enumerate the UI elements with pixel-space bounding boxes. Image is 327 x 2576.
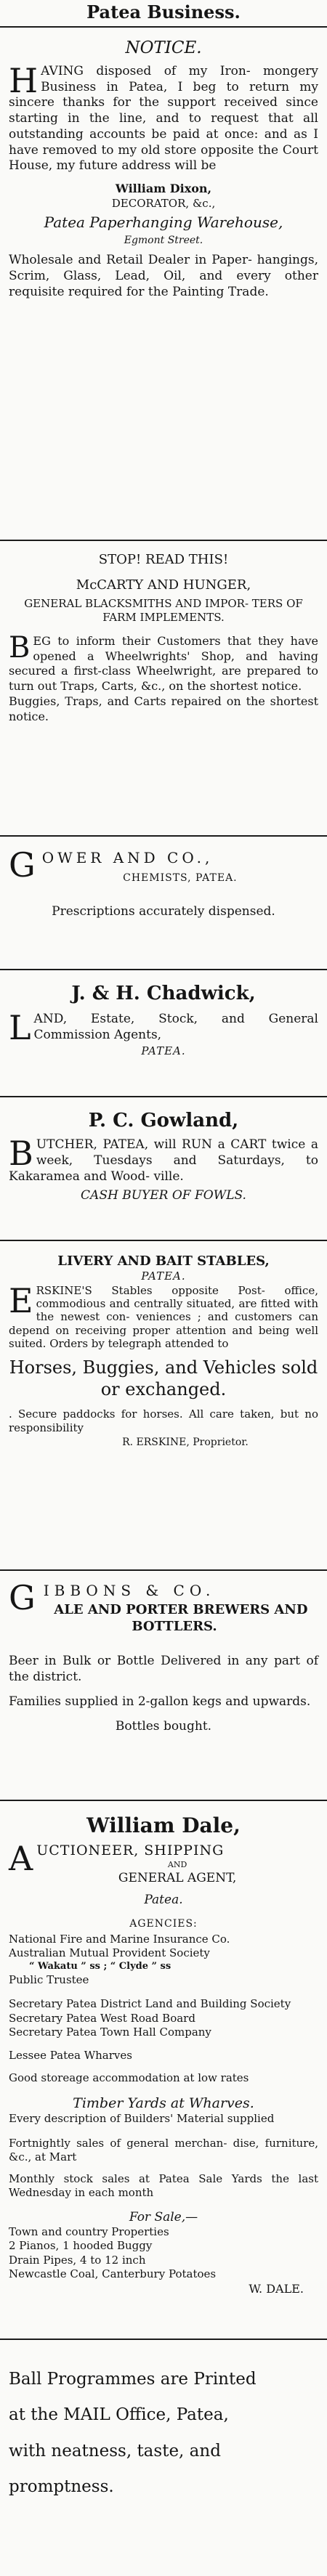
ad-chadwick xyxy=(0,970,327,1097)
agency2: Australian Mutual Provident Society xyxy=(9,1946,210,1960)
agencies-heading: AGENCIES: xyxy=(129,1917,198,1930)
ball-line4: promptness. xyxy=(9,2477,114,2497)
agency3: “ Wakatu ” ss ; “ Clyde ” ss xyxy=(29,1960,171,1972)
gibbons-families: Families supplied in 2-gallon kegs and upwards. xyxy=(9,1694,311,1709)
erskine-proprietor: R. ERSKINE, Proprietor. xyxy=(122,1436,249,1448)
mccarty-trade: GENERAL BLACKSMITHS AND IMPOR- TERS OF FARM IMPLEMENTS. xyxy=(24,596,303,625)
dropcap-g: G xyxy=(9,845,39,885)
sale2: 2 Pianos, 1 hooded Buggy xyxy=(9,2239,153,2253)
sec1: Secretary Patea District Land and Building Society xyxy=(9,1997,291,2011)
gibbons-name: IBBONS & CO. xyxy=(43,1582,216,1599)
ball-line2: at the MAIL Office, Patea, xyxy=(9,2405,229,2425)
dixon-street: Egmont Street. xyxy=(124,235,203,247)
mccarty-buggies: Buggies, Traps, and Carts repaired on the shortest notice. xyxy=(9,694,318,723)
mccarty-heading: STOP! READ THIS! xyxy=(98,552,229,567)
sec2: Secretary Patea West Road Board xyxy=(9,2011,195,2025)
ad-gowland xyxy=(0,1097,327,1241)
chadwick-text: AND, Estate, Stock, and General Commission Agents, xyxy=(33,1011,318,1042)
agency1: National Fire and Marine Insurance Co. xyxy=(9,1932,230,1946)
dale-sign: W. DALE. xyxy=(249,2281,304,2296)
sale1: Town and country Properties xyxy=(9,2224,169,2238)
notice-heading: NOTICE. xyxy=(125,38,202,57)
agency4: Public Trustee xyxy=(9,1972,89,1986)
ball-line3: with neatness, taste, and xyxy=(9,2441,221,2461)
ad-gower xyxy=(0,837,327,970)
ball-line1: Ball Programmes are Printed xyxy=(9,2370,257,2389)
dixon-name: William Dixon, xyxy=(115,182,212,196)
dale-general: GENERAL AGENT, xyxy=(118,1871,237,1886)
chadwick-place: PATEA. xyxy=(141,1044,186,1057)
dropcap-l: L xyxy=(9,1007,31,1047)
ad-gibbons xyxy=(0,1571,327,1801)
gower-line: Prescriptions accurately dispensed. xyxy=(52,904,275,919)
dale-trade: UCTIONEER, SHIPPING xyxy=(36,1842,225,1859)
mccarty-text: EG to inform their Customers that they have opened a Wheelwrights' Shop, and having secured a first-class Wheelwright, are prepared to turn out Traps, Carts, &c., on the shortest notice. xyxy=(9,633,318,694)
gowland-cash: CASH BUYER OF FOWLS. xyxy=(81,1188,246,1203)
dale-and: AND xyxy=(167,1860,187,1870)
gibbons-bottles: Bottles bought. xyxy=(115,1719,212,1734)
ad-dixon xyxy=(0,28,327,541)
dale-name: William Dale, xyxy=(86,1813,241,1837)
dixon-shop: Patea Paperhanging Warehouse, xyxy=(44,214,283,232)
fortnightly: Fortnightly sales of general merchan- dise, furniture, &c., at Mart xyxy=(9,2136,318,2164)
ad-mccarty xyxy=(0,541,327,837)
chadwick-name: J. & H. Chadwick, xyxy=(71,983,256,1004)
dropcap-b: B xyxy=(9,630,31,665)
mccarty-body xyxy=(9,630,318,694)
erskine-body xyxy=(9,1280,318,1351)
erskine-heading: LIVERY AND BAIT STABLES, xyxy=(57,1254,270,1269)
notice-text: AVING disposed of my Iron- mongery Business in Patea, I beg to return my sincere thanks for the support received since starting in the line, and to request that all outstanding accounts be paid at once: and as I have removed to my old store opposite the Court House, my future address will be xyxy=(9,63,318,174)
dropcap-g2: G xyxy=(9,1578,41,1617)
masthead xyxy=(0,0,327,28)
sale4: Newcastle Coal, Canterbury Potatoes xyxy=(9,2267,217,2281)
erskine-text: RSKINE'S Stables opposite Post- office, commodious and centrally situated, are fitted with the newest con- veniences ; and customers can depend on receiving proper attention and being well suited. Orders by telegraph attended to xyxy=(9,1283,318,1351)
erskine-place: PATEA. xyxy=(141,1269,186,1283)
ad-erskine xyxy=(0,1241,327,1571)
timber-body: Every description of Builders' Material supplied xyxy=(9,2112,275,2126)
sale3: Drain Pipes, 4 to 12 inch xyxy=(9,2253,146,2267)
ad-ball xyxy=(0,2340,327,2576)
gowland-name: P. C. Gowland, xyxy=(88,1110,239,1131)
dropcap-a: A xyxy=(9,1839,34,1879)
masthead-title: Patea Business. xyxy=(86,1,241,23)
sec3: Secretary Patea Town Hall Company xyxy=(9,2026,211,2039)
dropcap-e: E xyxy=(9,1280,33,1320)
chadwick-body xyxy=(9,1007,318,1047)
dale-place: Patea. xyxy=(144,1893,183,1908)
gower-name: OWER AND CO., xyxy=(41,849,214,866)
notice-body xyxy=(9,60,318,174)
dropcap-h: H xyxy=(9,60,39,100)
ad-dale xyxy=(0,1801,327,2340)
dixon-wholesale: Wholesale and Retail Dealer in Paper- hangings, Scrim, Glass, Lead, Oil, and every other requisite required for the Painting Trade. xyxy=(9,252,318,299)
monthly: Monthly stock sales at Patea Sale Yards the last Wednesday in each month xyxy=(9,2171,318,2200)
gowland-text: UTCHER, PATEA, will RUN a CART twice a week, Tuesdays and Saturdays, to Kakaramea and Wood- ville. xyxy=(9,1137,318,1184)
mccarty-name: McCARTY AND HUNGER, xyxy=(76,577,251,593)
gowland-body xyxy=(9,1133,318,1185)
timber: Timber Yards at Wharves. xyxy=(73,2094,254,2111)
storage: Good storeage accommodation at low rates xyxy=(9,2071,249,2085)
gibbons-trade: ALE AND PORTER BREWERS AND BOTTLERS. xyxy=(54,1602,308,1635)
gibbons-beer: Beer in Bulk or Bottle Delivered in any part of the district. xyxy=(9,1653,318,1684)
for-sale: For Sale,— xyxy=(129,2209,198,2224)
erskine-big: Horses, Buggies, and Vehicles sold or exchanged. xyxy=(9,1357,318,1399)
dropcap-b2: B xyxy=(9,1133,33,1173)
erskine-paddocks: . Secure paddocks for horses. All care taken, but no responsibility xyxy=(9,1407,318,1435)
gower-trade: CHEMISTS, PATEA. xyxy=(123,872,238,884)
dixon-trade: DECORATOR, &c., xyxy=(111,196,216,210)
gibbons-name-row xyxy=(9,1571,318,1617)
lessee: Lessee Patea Wharves xyxy=(9,2048,132,2062)
